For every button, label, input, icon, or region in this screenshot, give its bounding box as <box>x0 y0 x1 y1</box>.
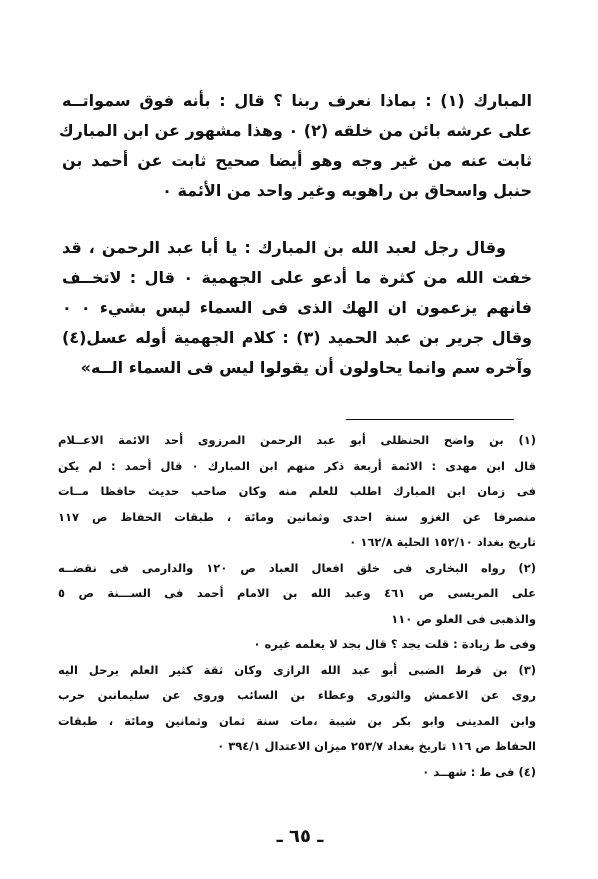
text-line: خفت الله من كثرة ما أدعو على الجهمية ٠ قال : لاتخــف <box>62 268 533 287</box>
footnote-line: فى زمان ابن المبارك اطلب للعلم منه وكان صاحب حديث حافظا مــات <box>58 484 536 498</box>
text-line: على عرشه بائن من خلقه (٢) ٠ وهذا مشهور عن ابن المبارك <box>58 121 532 140</box>
footnote-line: منصرفا عن الغزو سنة احدى وثمانين ومائة ، طبقات الحفاظ ص ١١٧ <box>58 509 536 524</box>
footnote-line: روى عن الاعمش والثورى وعطاء بن السائب وروى عن سليمانبن حرب <box>58 688 536 702</box>
footnote-line: وفى ط زيادة : قلت بجد ؟ قال بجد لا يعلمه غيره ٠ <box>253 637 536 651</box>
footnote-line: وابن المدينى وابو بكر بن شيبة ،مات سنة ثمان وثمانين ومائة ، طبقات <box>58 713 536 728</box>
footnote-line: قال ابن مهدى : الائمة أربعة ذكر منهم ابن المبارك ٠ قال أحمد : لم يكن <box>58 458 536 473</box>
main-paragraph-2 <box>62 233 532 383</box>
page-number: ـ ٦٥ ـ <box>276 826 324 847</box>
main-paragraph-1 <box>58 86 532 206</box>
footnote-line: (٣) بن قرط الضبى أبو عبد الله الرازى وكان ثقة كثير العلم يرحل اليه <box>58 662 536 677</box>
footnote-line: على المريسى ص ٤٦١ وعبد الله بن الامام أحمد فى الســـنة ص ٥ <box>58 586 536 600</box>
text-line: ثابت عنه من غير وجه وهو أيضا صحيح ثابت عن أحمد بن <box>62 151 532 170</box>
text-line: حنبل واسحاق بن راهويه وغير واحد من الأئمة ٠ <box>162 181 532 200</box>
footnote-line: (٢) رواه البخارى فى خلق افعال العباد ص ١٢٠ والدارمى فى نقضــه <box>58 560 536 575</box>
footnote-line: الحفاظ ص ١١٦ تاريخ بغداد ٢٥٣/٧ ميزان الاعتدال ٣٩٤/١ ٠ <box>217 739 536 753</box>
text-line: فانهم يزعمون ان الهك الذى فى السماء ليس بشيء ٠ ٠ <box>62 298 532 317</box>
text-line: وقال رجل لعبد الله بن المبارك : يا أبا عبد الرحمن ، قد <box>62 238 506 257</box>
footnote-line: والذهبى فى العلو ص ١١٠ <box>391 611 536 626</box>
footnote-separator <box>346 419 514 420</box>
footnote-line: (٤) فى ط : شهــد ٠ <box>422 764 536 779</box>
footnote-line: (١) بن واضح الحنظلى أبو عبد الرحمن المرزوى أحد الائمة الاعــلام <box>58 433 536 447</box>
footnote-line: تاريخ بغداد ١٥٢/١٠ الحلية ١٦٢/٨ ٠ <box>349 535 536 549</box>
footnotes <box>58 428 536 785</box>
text-line: وآخره سم وانما يحاولون أن يقولوا ليس فى السماء الــه» <box>80 358 532 377</box>
text-line: وقال جرير بن عبد الحميد (٣) : كلام الجهمية أوله عسل(٤) <box>62 328 532 347</box>
text-line: المبارك (١) : بماذا نعرف ربنا ؟ قال : بأنه فوق سمواتــه <box>62 91 532 110</box>
